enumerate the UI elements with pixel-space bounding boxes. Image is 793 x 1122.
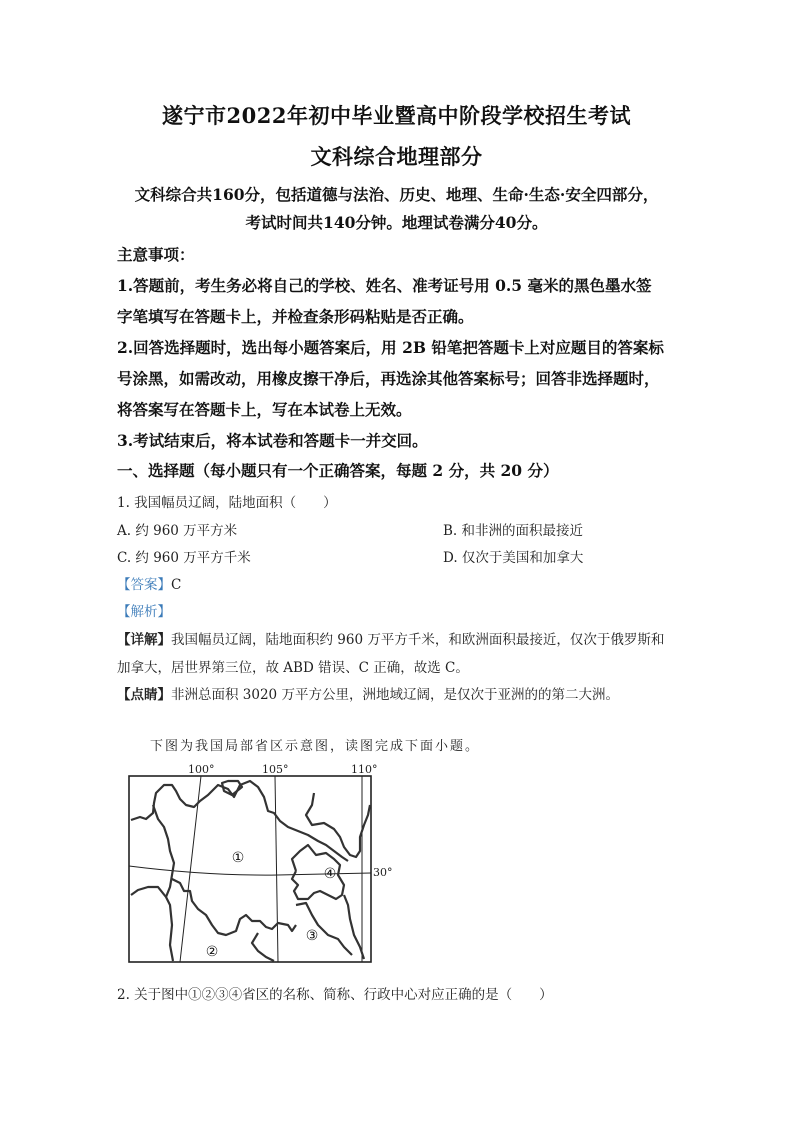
intro-line-1: 文科综合共160分，包括道德与法治、历史、地理、生命·生态·安全四部分， — [134, 185, 659, 204]
notice-item: 字笔填写在答题卡上，并检查条形码粘贴是否正确。 — [117, 307, 474, 326]
region-label-1: ① — [231, 850, 245, 866]
detail-text: 我国幅员辽阔，陆地面积约 960 万平方千米，和欧洲面积最接近，仅次于俄罗斯和 — [171, 632, 665, 648]
region-label-3: ③ — [305, 928, 319, 944]
answer-row — [117, 573, 181, 593]
option-b: B. 和非洲的面积最接近 — [443, 523, 584, 539]
answer-label: 【答案】 — [117, 577, 171, 593]
tip-text: 非洲总面积 3020 万平方公里，洲地域辽阔，是仅次于亚洲的的第二大洲。 — [171, 687, 619, 703]
intro-line-2: 考试时间共140分钟。地理试卷满分40分。 — [245, 213, 548, 232]
document-subtitle: 文科综合地理部分 — [310, 144, 483, 169]
region-label-2: ② — [205, 944, 219, 960]
question-1-stem: 1. 我国幅员辽阔，陆地面积（ ） — [117, 495, 337, 511]
longitude-label-105: 105° — [262, 763, 289, 776]
tip-label: 【点睛】 — [117, 687, 171, 703]
option-a: A. 约 960 万平方米 — [117, 523, 238, 539]
detail-label: 【详解】 — [117, 632, 171, 648]
region-label-4: ④ — [323, 866, 337, 882]
analysis-label: 【解析】 — [117, 604, 171, 620]
province-map — [128, 775, 372, 963]
question-2-stem: 2. 关于图中①②③④省区的名称、简称、行政中心对应正确的是（ ） — [117, 987, 553, 1003]
notice-item: 号涂黑，如需改动，用橡皮擦干净后，再选涂其他答案标号；回答非选择题时， — [117, 369, 660, 388]
notice-heading: 主意事项： — [117, 245, 195, 264]
tip-row — [117, 683, 619, 703]
detail-row — [117, 628, 664, 648]
notice-item: 将答案写在答题卡上，写在本试卷上无效。 — [117, 400, 412, 419]
longitude-label-110: 110° — [351, 763, 378, 776]
document-title: 遂宁市2022年初中毕业暨高中阶段学校招生考试 — [162, 103, 631, 128]
notice-item: 3.考试结束后，将本试卷和答题卡一并交回。 — [117, 431, 428, 450]
option-d: D. 仅次于美国和加拿大 — [443, 550, 584, 566]
answer-value: C — [171, 577, 182, 593]
figure-caption: 下图为我国局部省区示意图，读图完成下面小题。 — [150, 739, 481, 754]
notice-item: 1.答题前，考生务必将自己的学校、姓名、准考证号用 0.5 毫米的黑色墨水签 — [117, 276, 652, 295]
notice-item: 2.回答选择题时，选出每小题答案后，用 2B 铅笔把答题卡上对应题目的答案标 — [117, 338, 664, 357]
detail-text-line-2: 加拿大，居世界第三位，故 ABD 错误、C 正确，故选 C。 — [117, 660, 469, 676]
longitude-label-100: 100° — [188, 763, 215, 776]
latitude-label-30: 30° — [373, 866, 393, 879]
option-c: C. 约 960 万平方千米 — [117, 550, 251, 566]
section-heading: 一、选择题（每小题只有一个正确答案，每题 2 分，共 20 分） — [117, 461, 559, 480]
